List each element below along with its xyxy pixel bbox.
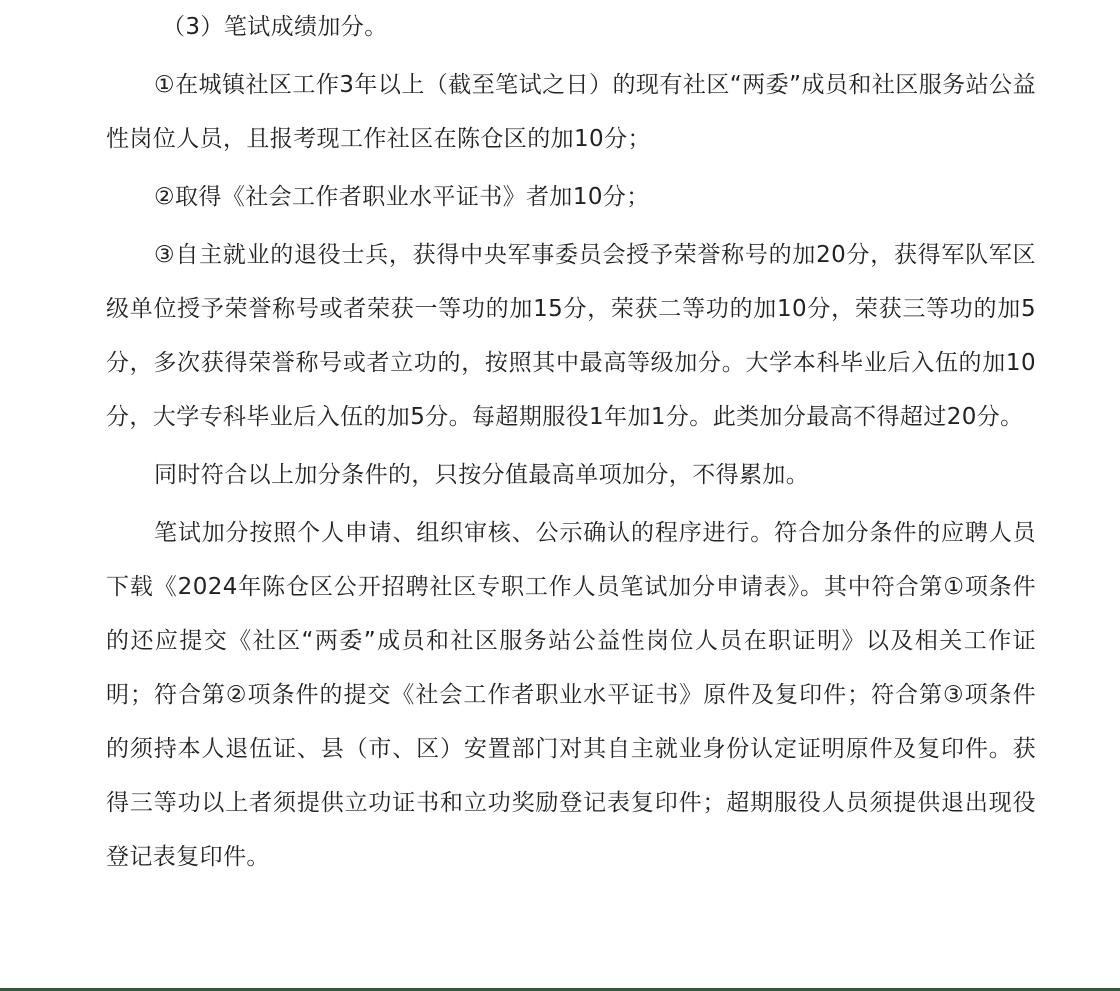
paragraph-no-accumulation: 同时符合以上加分条件的，只按分值最高单项加分，不得累加。: [154, 462, 810, 488]
paragraph-item-2: ②取得《社会工作者职业水平证书》者加10分；: [154, 184, 650, 210]
document-body: [106, 0, 1036, 884]
paragraph-item-3: ③自主就业的退役士兵，获得中央军事委员会授予荣誉称号的加20分，获得军队军区级单位授予荣誉称号或者荣获一等功的加15分，荣获二等功的加10分，荣获三等功的加5分，多次获得荣誉称号或者立功的，按照其中最高等级加分。大学本科毕业后入伍的加10分，大学专科毕业后入伍的加5分。每超期服役1年加1分。此类加分最高不得超过20分。: [106, 242, 1036, 430]
paragraph-item-1: ①在城镇社区工作3年以上（截至笔试之日）的现有社区“两委”成员和社区服务站公益性岗位人员，且报考现工作社区在陈仓区的加10分；: [106, 72, 1036, 152]
section-heading: （3）笔试成绩加分。: [162, 14, 388, 40]
paragraph-procedure: 笔试加分按照个人申请、组织审核、公示确认的程序进行。符合加分条件的应聘人员下载《2024年陈仓区公开招聘社区专职工作人员笔试加分申请表》。其中符合第①项条件的还应提交《社区“两委”成员和社区服务站公益性岗位人员在职证明》以及相关工作证明；符合第②项条件的提交《社会工作者职业水平证书》原件及复印件；符合第③项条件的须持本人退伍证、县（市、区）安置部门对其自主就业身份认定证明原件及复印件。获得三等功以上者须提供立功证书和立功奖励登记表复印件；超期服役人员须提供退出现役登记表复印件。: [106, 520, 1036, 870]
